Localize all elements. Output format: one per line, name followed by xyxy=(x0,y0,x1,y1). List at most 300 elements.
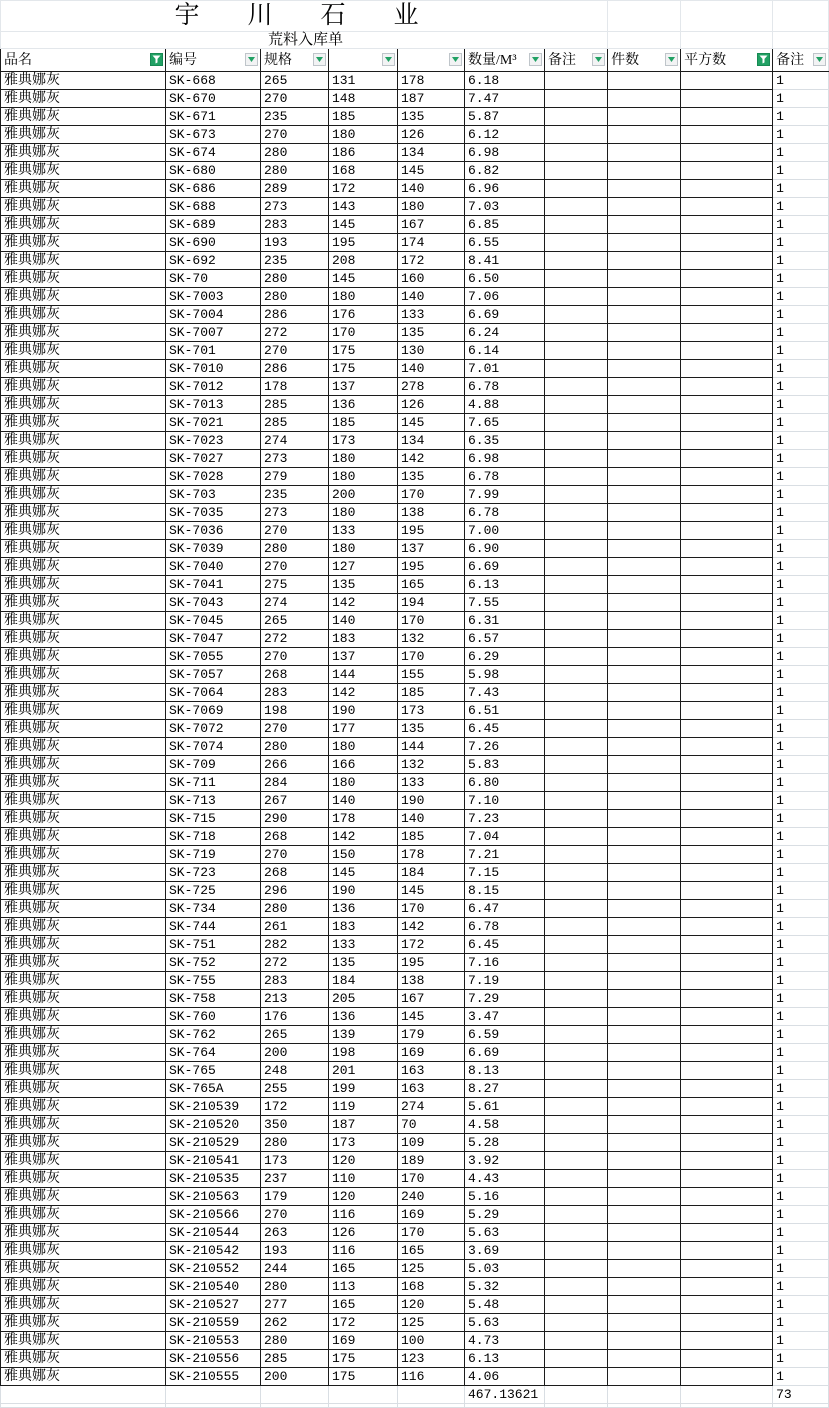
cell-pieces[interactable] xyxy=(608,702,681,720)
cell-spec-width[interactable]: 180 xyxy=(329,288,398,306)
cell-product[interactable]: 雅典娜灰 xyxy=(1,126,166,144)
cell-spec-length[interactable]: 262 xyxy=(261,1314,329,1332)
cell-quantity[interactable]: 6.82 xyxy=(465,162,545,180)
cell-code[interactable]: SK-709 xyxy=(166,756,261,774)
cell-quantity[interactable]: 6.13 xyxy=(465,576,545,594)
cell-area[interactable] xyxy=(681,900,773,918)
cell-spec-length[interactable]: 270 xyxy=(261,126,329,144)
total-empty-cell[interactable] xyxy=(166,1386,261,1404)
cell-spec-length[interactable]: 282 xyxy=(261,936,329,954)
cell-product[interactable]: 雅典娜灰 xyxy=(1,1278,166,1296)
cell-spec-width[interactable]: 126 xyxy=(329,1224,398,1242)
cell-spec-width[interactable]: 190 xyxy=(329,882,398,900)
cell-product[interactable]: 雅典娜灰 xyxy=(1,1116,166,1134)
cell-spec-length[interactable]: 272 xyxy=(261,630,329,648)
cell-product[interactable]: 雅典娜灰 xyxy=(1,522,166,540)
cell-pieces[interactable] xyxy=(608,1062,681,1080)
cell-pieces[interactable] xyxy=(608,1278,681,1296)
cell-product[interactable]: 雅典娜灰 xyxy=(1,1296,166,1314)
cell-note2[interactable]: 1 xyxy=(773,972,829,990)
cell-area[interactable] xyxy=(681,648,773,666)
cell-spec-width[interactable]: 170 xyxy=(329,324,398,342)
cell-code[interactable]: SK-7004 xyxy=(166,306,261,324)
cell-note2[interactable]: 1 xyxy=(773,1008,829,1026)
cell-code[interactable]: SK-689 xyxy=(166,216,261,234)
cell-note2[interactable]: 1 xyxy=(773,954,829,972)
cell-pieces[interactable] xyxy=(608,936,681,954)
cell-pieces[interactable] xyxy=(608,72,681,90)
cell-spec-width[interactable]: 120 xyxy=(329,1188,398,1206)
cell-area[interactable] xyxy=(681,270,773,288)
cell-pieces[interactable] xyxy=(608,1044,681,1062)
cell-pieces[interactable] xyxy=(608,792,681,810)
cell-code[interactable]: SK-692 xyxy=(166,252,261,270)
cell-quantity[interactable]: 8.15 xyxy=(465,882,545,900)
cell-area[interactable] xyxy=(681,1314,773,1332)
cell-spec-width[interactable]: 180 xyxy=(329,468,398,486)
cell-pieces[interactable] xyxy=(608,1296,681,1314)
empty-cell[interactable] xyxy=(681,32,773,49)
cell-quantity[interactable]: 7.65 xyxy=(465,414,545,432)
cell-area[interactable] xyxy=(681,126,773,144)
cell-code[interactable]: SK-7003 xyxy=(166,288,261,306)
cell-pieces[interactable] xyxy=(608,1026,681,1044)
cell-code[interactable]: SK-7036 xyxy=(166,522,261,540)
cell-spec-length[interactable]: 283 xyxy=(261,216,329,234)
cell-quantity[interactable]: 7.04 xyxy=(465,828,545,846)
cell-area[interactable] xyxy=(681,1368,773,1386)
cell-spec-height[interactable]: 187 xyxy=(398,90,465,108)
cell-note2[interactable]: 1 xyxy=(773,1314,829,1332)
cell-spec-height[interactable]: 178 xyxy=(398,72,465,90)
cell-pieces[interactable] xyxy=(608,540,681,558)
cell-note[interactable] xyxy=(545,216,608,234)
cell-spec-height[interactable]: 126 xyxy=(398,396,465,414)
cell-area[interactable] xyxy=(681,864,773,882)
cell-code[interactable]: SK-7047 xyxy=(166,630,261,648)
cell-quantity[interactable]: 6.24 xyxy=(465,324,545,342)
cell-note[interactable] xyxy=(545,324,608,342)
cell-spec-width[interactable]: 142 xyxy=(329,594,398,612)
cell-quantity[interactable]: 7.29 xyxy=(465,990,545,1008)
cell-product[interactable]: 雅典娜灰 xyxy=(1,324,166,342)
cell-note2[interactable]: 1 xyxy=(773,810,829,828)
cell-quantity[interactable]: 6.59 xyxy=(465,1026,545,1044)
cell-note[interactable] xyxy=(545,612,608,630)
cell-pieces[interactable] xyxy=(608,216,681,234)
cell-spec-width[interactable]: 183 xyxy=(329,918,398,936)
cell-spec-width[interactable]: 172 xyxy=(329,180,398,198)
cell-area[interactable] xyxy=(681,216,773,234)
cell-code[interactable]: SK-670 xyxy=(166,90,261,108)
cell-spec-length[interactable]: 285 xyxy=(261,1350,329,1368)
cell-spec-length[interactable]: 283 xyxy=(261,684,329,702)
cell-spec-width[interactable]: 137 xyxy=(329,378,398,396)
cell-note2[interactable]: 1 xyxy=(773,72,829,90)
cell-spec-width[interactable]: 144 xyxy=(329,666,398,684)
cell-spec-length[interactable]: 270 xyxy=(261,90,329,108)
empty-cell[interactable] xyxy=(773,1,829,32)
cell-code[interactable]: SK-719 xyxy=(166,846,261,864)
cell-spec-width[interactable]: 136 xyxy=(329,900,398,918)
cell-spec-width[interactable]: 140 xyxy=(329,792,398,810)
cell-product[interactable]: 雅典娜灰 xyxy=(1,72,166,90)
cell-spec-width[interactable]: 185 xyxy=(329,108,398,126)
cell-pieces[interactable] xyxy=(608,594,681,612)
cell-spec-length[interactable]: 176 xyxy=(261,1008,329,1026)
cell-quantity[interactable]: 5.87 xyxy=(465,108,545,126)
cell-product[interactable]: 雅典娜灰 xyxy=(1,900,166,918)
cell-spec-height[interactable]: 195 xyxy=(398,558,465,576)
cell-spec-width[interactable]: 142 xyxy=(329,684,398,702)
cell-note[interactable] xyxy=(545,72,608,90)
cell-quantity[interactable]: 7.10 xyxy=(465,792,545,810)
cell-spec-length[interactable]: 261 xyxy=(261,918,329,936)
cell-note[interactable] xyxy=(545,1152,608,1170)
cell-quantity[interactable]: 6.98 xyxy=(465,144,545,162)
cell-product[interactable]: 雅典娜灰 xyxy=(1,144,166,162)
cell-spec-width[interactable]: 208 xyxy=(329,252,398,270)
cell-area[interactable] xyxy=(681,1152,773,1170)
cell-product[interactable]: 雅典娜灰 xyxy=(1,198,166,216)
cell-note[interactable] xyxy=(545,234,608,252)
cell-pieces[interactable] xyxy=(608,828,681,846)
cell-note2[interactable]: 1 xyxy=(773,162,829,180)
cell-spec-length[interactable]: 172 xyxy=(261,1098,329,1116)
cell-spec-length[interactable]: 272 xyxy=(261,954,329,972)
cell-note2[interactable]: 1 xyxy=(773,1044,829,1062)
cell-spec-width[interactable]: 135 xyxy=(329,954,398,972)
cell-spec-width[interactable]: 169 xyxy=(329,1332,398,1350)
cell-spec-height[interactable]: 109 xyxy=(398,1134,465,1152)
cell-spec-height[interactable]: 172 xyxy=(398,252,465,270)
cell-pieces[interactable] xyxy=(608,450,681,468)
cell-spec-width[interactable]: 183 xyxy=(329,630,398,648)
cell-quantity[interactable]: 7.26 xyxy=(465,738,545,756)
cell-area[interactable] xyxy=(681,1188,773,1206)
cell-product[interactable]: 雅典娜灰 xyxy=(1,1008,166,1026)
cell-code[interactable]: SK-7072 xyxy=(166,720,261,738)
filter-dropdown-icon[interactable] xyxy=(245,53,258,66)
cell-note2[interactable]: 1 xyxy=(773,720,829,738)
cell-note[interactable] xyxy=(545,774,608,792)
header-cell-note[interactable] xyxy=(545,49,608,72)
cell-product[interactable]: 雅典娜灰 xyxy=(1,270,166,288)
cell-pieces[interactable] xyxy=(608,864,681,882)
cell-area[interactable] xyxy=(681,666,773,684)
cell-spec-height[interactable]: 167 xyxy=(398,990,465,1008)
cell-note[interactable] xyxy=(545,1296,608,1314)
cell-area[interactable] xyxy=(681,1080,773,1098)
cell-product[interactable]: 雅典娜灰 xyxy=(1,846,166,864)
cell-area[interactable] xyxy=(681,1098,773,1116)
cell-note[interactable] xyxy=(545,666,608,684)
cell-note[interactable] xyxy=(545,558,608,576)
cell-product[interactable]: 雅典娜灰 xyxy=(1,1260,166,1278)
cell-product[interactable]: 雅典娜灰 xyxy=(1,954,166,972)
cell-pieces[interactable] xyxy=(608,252,681,270)
doc-subtitle-cell[interactable]: 荒料入库单 xyxy=(1,32,608,49)
cell-pieces[interactable] xyxy=(608,1116,681,1134)
cell-spec-length[interactable]: 296 xyxy=(261,882,329,900)
cell-spec-length[interactable]: 235 xyxy=(261,486,329,504)
cell-note2[interactable]: 1 xyxy=(773,1026,829,1044)
cell-spec-width[interactable]: 175 xyxy=(329,1350,398,1368)
cell-product[interactable]: 雅典娜灰 xyxy=(1,810,166,828)
cell-note2[interactable]: 1 xyxy=(773,900,829,918)
cell-note2[interactable]: 1 xyxy=(773,126,829,144)
cell-quantity[interactable]: 6.85 xyxy=(465,216,545,234)
cell-spec-height[interactable]: 116 xyxy=(398,1368,465,1386)
cell-code[interactable]: SK-7043 xyxy=(166,594,261,612)
cell-note[interactable] xyxy=(545,630,608,648)
cell-note2[interactable]: 1 xyxy=(773,486,829,504)
cell-quantity[interactable]: 5.83 xyxy=(465,756,545,774)
cell-product[interactable]: 雅典娜灰 xyxy=(1,684,166,702)
cell-spec-length[interactable]: 280 xyxy=(261,1332,329,1350)
cell-pieces[interactable] xyxy=(608,738,681,756)
cell-spec-height[interactable]: 134 xyxy=(398,144,465,162)
cell-product[interactable]: 雅典娜灰 xyxy=(1,972,166,990)
cell-area[interactable] xyxy=(681,198,773,216)
cell-note[interactable] xyxy=(545,972,608,990)
cell-pieces[interactable] xyxy=(608,1170,681,1188)
cell-spec-height[interactable]: 126 xyxy=(398,126,465,144)
cell-quantity[interactable]: 6.50 xyxy=(465,270,545,288)
cell-code[interactable]: SK-210544 xyxy=(166,1224,261,1242)
cell-area[interactable] xyxy=(681,180,773,198)
cell-spec-height[interactable]: 194 xyxy=(398,594,465,612)
cell-note2[interactable]: 1 xyxy=(773,864,829,882)
cell-spec-length[interactable]: 275 xyxy=(261,576,329,594)
cell-product[interactable]: 雅典娜灰 xyxy=(1,540,166,558)
cell-note[interactable] xyxy=(545,1206,608,1224)
cell-area[interactable] xyxy=(681,1170,773,1188)
cell-note[interactable] xyxy=(545,594,608,612)
cell-spec-length[interactable]: 268 xyxy=(261,864,329,882)
cell-spec-height[interactable]: 145 xyxy=(398,414,465,432)
cell-spec-width[interactable]: 136 xyxy=(329,396,398,414)
cell-product[interactable]: 雅典娜灰 xyxy=(1,1062,166,1080)
cell-note2[interactable]: 1 xyxy=(773,1062,829,1080)
cell-product[interactable]: 雅典娜灰 xyxy=(1,378,166,396)
cell-quantity[interactable]: 6.78 xyxy=(465,504,545,522)
cell-pieces[interactable] xyxy=(608,630,681,648)
cell-pieces[interactable] xyxy=(608,918,681,936)
cell-spec-length[interactable]: 255 xyxy=(261,1080,329,1098)
cell-product[interactable]: 雅典娜灰 xyxy=(1,450,166,468)
cell-area[interactable] xyxy=(681,774,773,792)
cell-quantity[interactable]: 7.47 xyxy=(465,90,545,108)
cell-code[interactable]: SK-210559 xyxy=(166,1314,261,1332)
cell-quantity[interactable]: 6.78 xyxy=(465,468,545,486)
cell-pieces[interactable] xyxy=(608,1350,681,1368)
cell-spec-width[interactable]: 145 xyxy=(329,270,398,288)
cell-spec-height[interactable]: 170 xyxy=(398,648,465,666)
cell-product[interactable]: 雅典娜灰 xyxy=(1,1350,166,1368)
empty-cell[interactable] xyxy=(773,32,829,49)
header-cell-code[interactable] xyxy=(166,49,261,72)
cell-spec-height[interactable]: 135 xyxy=(398,324,465,342)
header-cell-spec2[interactable] xyxy=(329,49,398,72)
cell-spec-height[interactable]: 142 xyxy=(398,450,465,468)
cell-area[interactable] xyxy=(681,684,773,702)
cell-pieces[interactable] xyxy=(608,990,681,1008)
cell-spec-length[interactable]: 198 xyxy=(261,702,329,720)
cell-spec-length[interactable]: 270 xyxy=(261,1206,329,1224)
cell-product[interactable]: 雅典娜灰 xyxy=(1,1026,166,1044)
cell-spec-height[interactable]: 185 xyxy=(398,684,465,702)
cell-spec-length[interactable]: 237 xyxy=(261,1170,329,1188)
cell-product[interactable]: 雅典娜灰 xyxy=(1,936,166,954)
cell-spec-width[interactable]: 180 xyxy=(329,774,398,792)
cell-spec-length[interactable]: 173 xyxy=(261,1152,329,1170)
cell-pieces[interactable] xyxy=(608,432,681,450)
cell-pieces[interactable] xyxy=(608,342,681,360)
cell-pieces[interactable] xyxy=(608,1314,681,1332)
cell-quantity[interactable]: 4.88 xyxy=(465,396,545,414)
cell-area[interactable] xyxy=(681,414,773,432)
cell-spec-length[interactable]: 272 xyxy=(261,324,329,342)
cell-code[interactable]: SK-210535 xyxy=(166,1170,261,1188)
header-cell-area[interactable] xyxy=(681,49,773,72)
cell-pieces[interactable] xyxy=(608,198,681,216)
cell-note[interactable] xyxy=(545,1224,608,1242)
cell-product[interactable]: 雅典娜灰 xyxy=(1,1044,166,1062)
cell-spec-length[interactable]: 270 xyxy=(261,342,329,360)
cell-area[interactable] xyxy=(681,756,773,774)
cell-spec-height[interactable]: 70 xyxy=(398,1116,465,1134)
cell-note2[interactable]: 1 xyxy=(773,774,829,792)
cell-product[interactable]: 雅典娜灰 xyxy=(1,828,166,846)
cell-area[interactable] xyxy=(681,918,773,936)
cell-spec-height[interactable]: 278 xyxy=(398,378,465,396)
cell-code[interactable]: SK-671 xyxy=(166,108,261,126)
cell-note[interactable] xyxy=(545,702,608,720)
cell-area[interactable] xyxy=(681,1296,773,1314)
cell-spec-length[interactable]: 270 xyxy=(261,522,329,540)
cell-code[interactable]: SK-755 xyxy=(166,972,261,990)
cell-quantity[interactable]: 6.14 xyxy=(465,342,545,360)
cell-pieces[interactable] xyxy=(608,972,681,990)
filter-dropdown-icon[interactable] xyxy=(449,53,462,66)
cell-note2[interactable]: 1 xyxy=(773,432,829,450)
cell-area[interactable] xyxy=(681,810,773,828)
cell-area[interactable] xyxy=(681,468,773,486)
cell-pieces[interactable] xyxy=(608,306,681,324)
empty-cell[interactable] xyxy=(681,1,773,32)
cell-note[interactable] xyxy=(545,180,608,198)
cell-note[interactable] xyxy=(545,1314,608,1332)
cell-spec-width[interactable]: 178 xyxy=(329,810,398,828)
cell-spec-height[interactable]: 165 xyxy=(398,1242,465,1260)
cell-area[interactable] xyxy=(681,1242,773,1260)
cell-pieces[interactable] xyxy=(608,234,681,252)
cell-product[interactable]: 雅典娜灰 xyxy=(1,774,166,792)
cell-product[interactable]: 雅典娜灰 xyxy=(1,720,166,738)
cell-spec-height[interactable]: 172 xyxy=(398,936,465,954)
cell-spec-length[interactable]: 286 xyxy=(261,360,329,378)
cell-note[interactable] xyxy=(545,576,608,594)
cell-area[interactable] xyxy=(681,486,773,504)
cell-code[interactable]: SK-7040 xyxy=(166,558,261,576)
header-cell-pieces[interactable] xyxy=(608,49,681,72)
cell-code[interactable]: SK-715 xyxy=(166,810,261,828)
cell-pieces[interactable] xyxy=(608,288,681,306)
cell-pieces[interactable] xyxy=(608,648,681,666)
cell-spec-height[interactable]: 163 xyxy=(398,1080,465,1098)
cell-pieces[interactable] xyxy=(608,1368,681,1386)
cell-spec-width[interactable]: 173 xyxy=(329,432,398,450)
cell-pieces[interactable] xyxy=(608,1242,681,1260)
cell-note2[interactable]: 1 xyxy=(773,90,829,108)
cell-code[interactable]: SK-765A xyxy=(166,1080,261,1098)
cell-quantity[interactable]: 6.45 xyxy=(465,936,545,954)
cell-spec-height[interactable]: 174 xyxy=(398,234,465,252)
cell-product[interactable]: 雅典娜灰 xyxy=(1,216,166,234)
cell-quantity[interactable]: 7.03 xyxy=(465,198,545,216)
cell-spec-height[interactable]: 170 xyxy=(398,900,465,918)
cell-pieces[interactable] xyxy=(608,360,681,378)
cell-product[interactable]: 雅典娜灰 xyxy=(1,342,166,360)
cell-product[interactable]: 雅典娜灰 xyxy=(1,1332,166,1350)
cell-spec-width[interactable]: 175 xyxy=(329,1368,398,1386)
cell-quantity[interactable]: 4.73 xyxy=(465,1332,545,1350)
cell-code[interactable]: SK-723 xyxy=(166,864,261,882)
cell-note[interactable] xyxy=(545,954,608,972)
cell-pieces[interactable] xyxy=(608,504,681,522)
cell-spec-width[interactable]: 180 xyxy=(329,540,398,558)
cell-note2[interactable]: 1 xyxy=(773,936,829,954)
cell-product[interactable]: 雅典娜灰 xyxy=(1,360,166,378)
header-cell-spec3[interactable] xyxy=(398,49,465,72)
cell-spec-height[interactable]: 144 xyxy=(398,738,465,756)
cell-spec-width[interactable]: 200 xyxy=(329,486,398,504)
cell-spec-height[interactable]: 170 xyxy=(398,612,465,630)
cell-spec-height[interactable]: 170 xyxy=(398,1170,465,1188)
company-title-cell[interactable]: 宇川石业 xyxy=(1,1,608,32)
cell-note[interactable] xyxy=(545,522,608,540)
cell-code[interactable]: SK-210520 xyxy=(166,1116,261,1134)
cell-spec-length[interactable]: 268 xyxy=(261,666,329,684)
cell-product[interactable]: 雅典娜灰 xyxy=(1,864,166,882)
cell-pieces[interactable] xyxy=(608,1260,681,1278)
cell-quantity[interactable]: 7.06 xyxy=(465,288,545,306)
cell-quantity[interactable]: 6.78 xyxy=(465,918,545,936)
cell-spec-width[interactable]: 168 xyxy=(329,162,398,180)
cell-spec-length[interactable]: 284 xyxy=(261,774,329,792)
cell-quantity[interactable]: 5.63 xyxy=(465,1224,545,1242)
cell-pieces[interactable] xyxy=(608,1224,681,1242)
cell-pieces[interactable] xyxy=(608,1332,681,1350)
cell-spec-height[interactable]: 240 xyxy=(398,1188,465,1206)
cell-note2[interactable]: 1 xyxy=(773,738,829,756)
cell-area[interactable] xyxy=(681,1026,773,1044)
cell-product[interactable]: 雅典娜灰 xyxy=(1,1314,166,1332)
cell-spec-length[interactable]: 277 xyxy=(261,1296,329,1314)
cell-note[interactable] xyxy=(545,1134,608,1152)
cell-note[interactable] xyxy=(545,792,608,810)
cell-note2[interactable]: 1 xyxy=(773,1116,829,1134)
cell-code[interactable]: SK-7010 xyxy=(166,360,261,378)
cell-note[interactable] xyxy=(545,720,608,738)
cell-spec-width[interactable]: 198 xyxy=(329,1044,398,1062)
cell-spec-length[interactable]: 290 xyxy=(261,810,329,828)
cell-area[interactable] xyxy=(681,306,773,324)
cell-spec-length[interactable]: 266 xyxy=(261,756,329,774)
cell-note[interactable] xyxy=(545,252,608,270)
cell-product[interactable]: 雅典娜灰 xyxy=(1,162,166,180)
